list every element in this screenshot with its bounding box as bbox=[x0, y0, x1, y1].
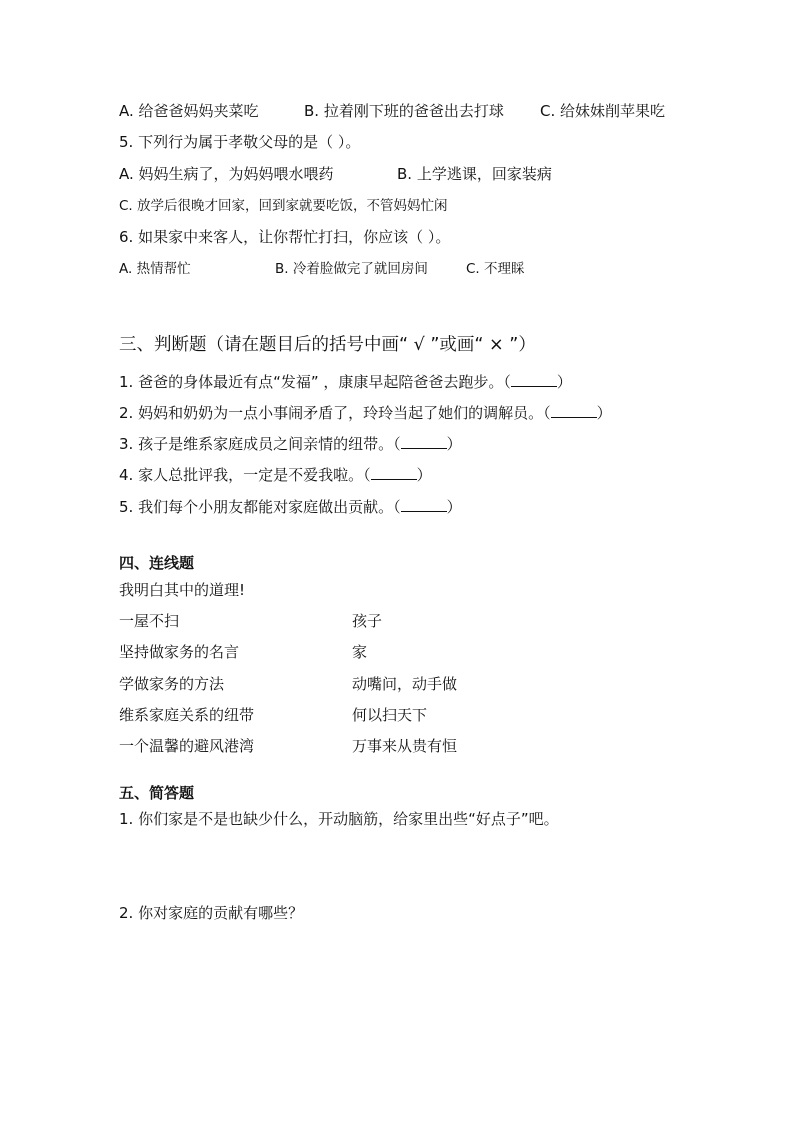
answer-blank[interactable] bbox=[401, 434, 447, 449]
q6-option-c: C. 不理睬 bbox=[466, 261, 525, 277]
match-section-title: 四、连线题 bbox=[119, 554, 195, 572]
answer-blank[interactable] bbox=[551, 403, 597, 418]
q5-option-c: C. 放学后很晚才回家，回到家就要吃饭，不管妈妈忙闲 bbox=[119, 198, 448, 214]
short-section-title: 五、简答题 bbox=[119, 784, 195, 802]
match-right-item[interactable]: 万事来从贵有恒 bbox=[352, 737, 458, 755]
judge-section-title: 三、判断题（请在题目后的括号中画“ √ ”或画“ × ”） bbox=[119, 335, 536, 355]
judge-item-close: ） bbox=[446, 498, 462, 516]
answer-blank[interactable] bbox=[371, 465, 417, 480]
match-right-item[interactable]: 动嘴问，动手做 bbox=[352, 675, 458, 693]
q5-stem: 5. 下列行为属于孝敬父母的是（ ）。 bbox=[119, 133, 361, 151]
match-right-item[interactable]: 孩子 bbox=[352, 612, 383, 630]
judge-item-close: ） bbox=[446, 435, 462, 453]
judge-item-close: ） bbox=[416, 466, 432, 484]
judge-item-text: 3. 孩子是维系家庭成员之间亲情的纽带。（ bbox=[119, 435, 401, 453]
judge-item-close: ） bbox=[596, 404, 612, 422]
match-left-item[interactable]: 维系家庭关系的纽带 bbox=[119, 706, 255, 724]
match-right-item[interactable]: 何以扫天下 bbox=[352, 706, 428, 724]
match-left-item[interactable]: 坚持做家务的名言 bbox=[119, 643, 240, 661]
match-left-item[interactable]: 学做家务的方法 bbox=[119, 675, 225, 693]
judge-item-close: ） bbox=[556, 373, 572, 391]
q4-option-a: A. 给爸爸妈妈夹菜吃 bbox=[119, 102, 259, 120]
q6-stem: 6. 如果家中来客人，让你帮忙打扫，你应该（ ）。 bbox=[119, 228, 451, 246]
q4-option-c: C. 给妹妹削苹果吃 bbox=[540, 102, 666, 120]
judge-item-2 bbox=[119, 403, 612, 423]
judge-item-text: 2. 妈妈和奶奶为一点小事闹矛盾了，玲玲当起了她们的调解员。（ bbox=[119, 404, 551, 422]
answer-blank[interactable] bbox=[511, 372, 557, 387]
match-right-item[interactable]: 家 bbox=[352, 643, 368, 661]
judge-item-1 bbox=[119, 372, 572, 392]
answer-blank[interactable] bbox=[401, 497, 447, 512]
q6-option-a: A. 热情帮忙 bbox=[119, 261, 191, 277]
judge-item-text: 4. 家人总批评我，一定是不爱我啦。（ bbox=[119, 466, 371, 484]
judge-item-5 bbox=[119, 497, 462, 517]
short-question-1: 1. 你们家是不是也缺少什么，开动脑筋，给家里出些“好点子”吧。 bbox=[119, 810, 559, 828]
match-left-item[interactable]: 一屋不扫 bbox=[119, 612, 180, 630]
judge-item-4 bbox=[119, 465, 432, 485]
q5-option-b: B. 上学逃课，回家装病 bbox=[397, 165, 552, 183]
judge-item-3 bbox=[119, 434, 462, 454]
judge-item-text: 1. 爸爸的身体最近有点“发福” ，康康早起陪爸爸去跑步。（ bbox=[119, 373, 511, 391]
q5-option-a: A. 妈妈生病了，为妈妈喂水喂药 bbox=[119, 165, 334, 183]
short-question-2: 2. 你对家庭的贡献有哪些？ bbox=[119, 904, 304, 922]
match-intro: 我明白其中的道理! bbox=[119, 581, 246, 599]
match-left-item[interactable]: 一个温馨的避风港湾 bbox=[119, 737, 255, 755]
judge-item-text: 5. 我们每个小朋友都能对家庭做出贡献。（ bbox=[119, 498, 401, 516]
q4-option-b: B. 拉着刚下班的爸爸出去打球 bbox=[304, 102, 504, 120]
q6-option-b: B. 冷着脸做完了就回房间 bbox=[275, 261, 428, 277]
